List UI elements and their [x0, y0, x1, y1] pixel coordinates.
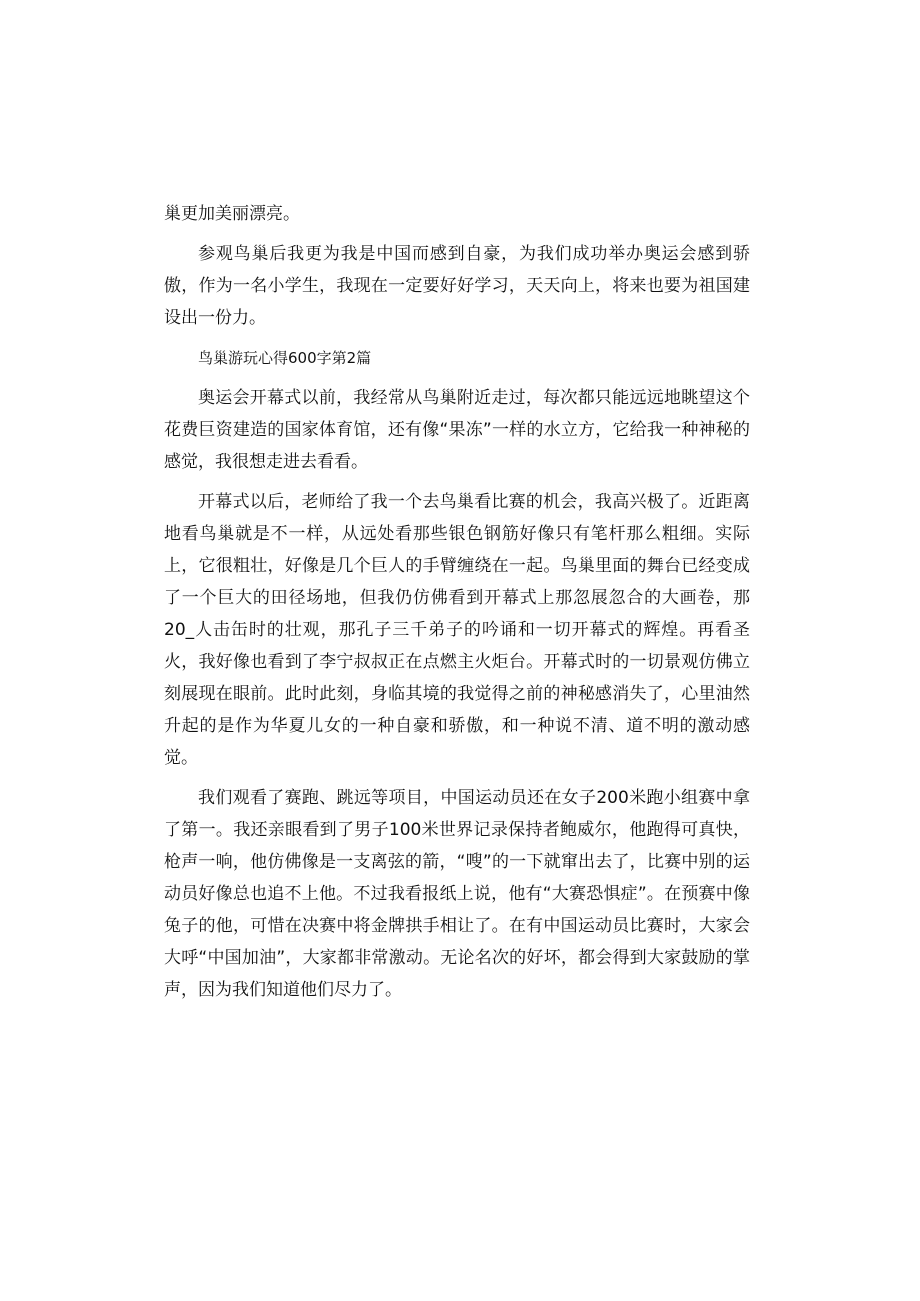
- paragraph-competitions: 我们观看了赛跑、跳远等项目，中国运动员还在女子200米跑小组赛中拿了第一。我还亲眼看到了男子100米世界记录保持者鲍威尔，他跑得可真快，枪声一响，他仿佛像是一支离弦的箭，“嗖”的一下就窜出去了，比赛中别的运动员好像总也追不上他。不过我看报纸上说，他有“大赛恐惧症”。在预赛中像兔子的他，可惜在决赛中将金牌拱手相让了。在有中国运动员比赛时，大家会大呼“中国加油”，大家都非常激动。无论名次的好坏，都会得到大家鼓励的掌声，因为我们知道他们尽力了。: [164, 788, 750, 1000]
- paragraph-before-opening: 奥运会开幕式以前，我经常从鸟巢附近走过，每次都只能远远地眺望这个花费巨资建造的国家体育馆，还有像“果冻”一样的水立方，它给我一种神秘的感觉，我很想走进去看看。: [164, 388, 750, 472]
- section-heading: 鸟巢游玩心得600字第2篇: [198, 349, 372, 367]
- paragraph-continuation: 巢更加美丽漂亮。: [164, 204, 300, 224]
- paragraph-after-opening: 开幕式以后，老师给了我一个去鸟巢看比赛的机会，我高兴极了。近距离地看鸟巢就是不一样，从远处看那些银色钢筋好像只有笔杆那么粗细。实际上，它很粗壮，好像是几个巨人的手臂缠绕在一起。鸟巢里面的舞台已经变成了一个巨大的田径场地，但我仍仿佛看到开幕式上那忽展忽合的大画卷，那20_人击缶时的壮观，那孔子三千弟子的吟诵和一切开幕式的辉煌。再看圣火，我好像也看到了李宁叔叔正在点燃主火炬台。开幕式时的一切景观仿佛立刻展现在眼前。此时此刻，身临其境的我觉得之前的神秘感消失了，心里油然升起的是作为华夏儿女的一种自豪和骄傲，和一种说不清、道不明的激动感觉。: [164, 492, 750, 768]
- paragraph-visit-conclusion: 参观鸟巢后我更为我是中国而感到自豪，为我们成功举办奥运会感到骄傲，作为一名小学生，我现在一定要好好学习，天天向上，将来也要为祖国建设出一份力。: [164, 244, 750, 328]
- document-body: [164, 198, 750, 1014]
